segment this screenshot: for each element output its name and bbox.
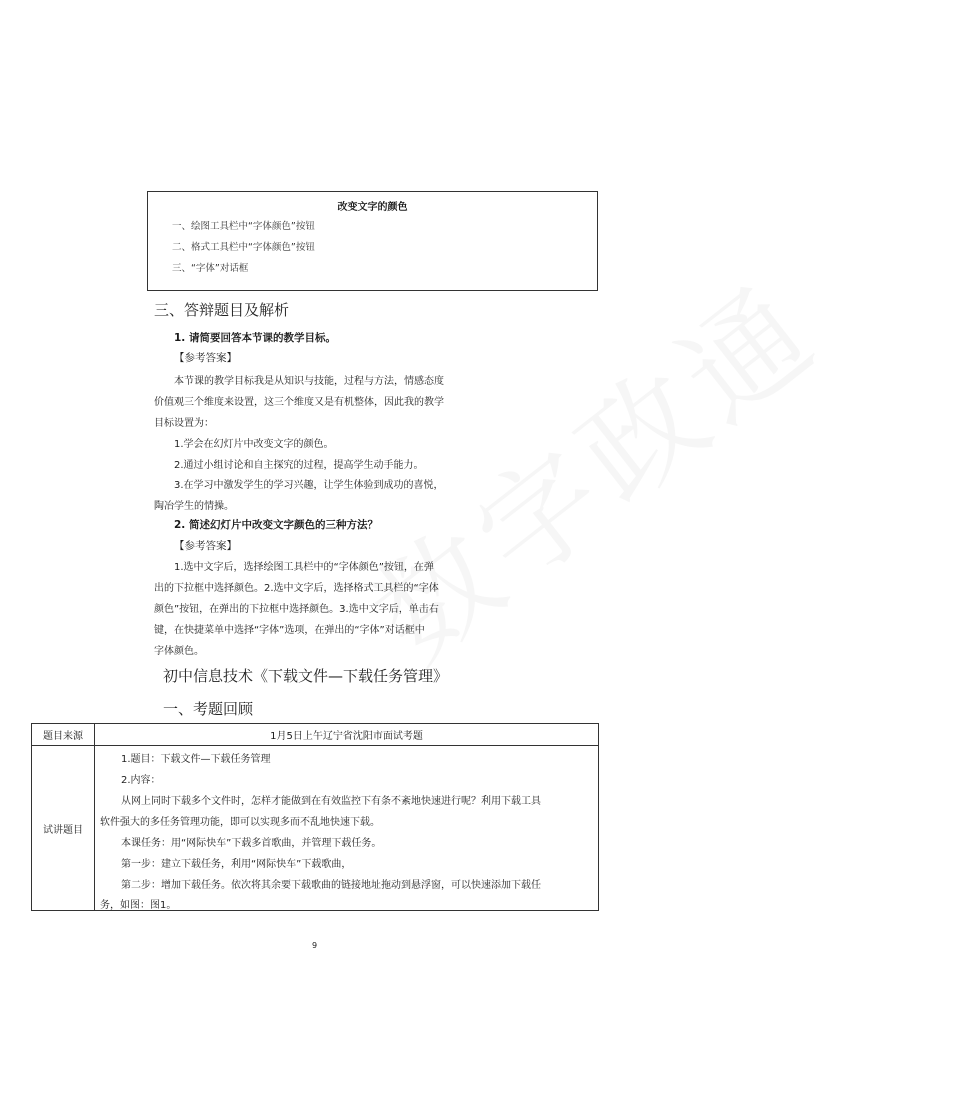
content-line-7: 第二步：增加下载任务。依次将其余要下载歌曲的链接地址拖动到悬浮窗，可以快速添加下载任 <box>121 880 541 891</box>
topic-content-cell <box>95 746 599 911</box>
box-title: 改变文字的颜色 <box>337 202 408 213</box>
question-1: 1. 请简要回答本节课的教学目标。 <box>174 332 336 344</box>
answer-1-line-1: 本节课的教学目标我是从知识与技能，过程与方法，情感态度 <box>174 376 444 387</box>
answer-1-line-6: 3.在学习中激发学生的学习兴趣，让学生体验到成功的喜悦， <box>174 480 444 491</box>
question-2: 2. 简述幻灯片中改变文字颜色的三种方法？ <box>174 519 378 531</box>
content-line-3: 从网上同时下载多个文件时，怎样才能做到在有效监控下有条不紊地快速进行呢？利用下载工具 <box>121 796 541 807</box>
table-row <box>32 724 599 746</box>
source-label-cell: 题目来源 <box>32 724 95 746</box>
topic-label-cell: 试讲题目 <box>32 746 95 911</box>
answer-2-line-1: 1.选中文字后，选择绘图工具栏中的“字体颜色”按钮，在弹 <box>174 562 434 573</box>
answer-2-line-5: 字体颜色。 <box>154 646 204 657</box>
table-row <box>32 746 599 911</box>
reference-answer-label-1: 【参考答案】 <box>174 352 237 364</box>
review-heading: 一、考题回顾 <box>163 700 254 718</box>
answer-2-line-3: 颜色”按钮，在弹出的下拉框中选择颜色。3.选中文字后，单击右 <box>154 604 439 615</box>
box-line-2: 二、格式工具栏中“字体颜色”按钮 <box>172 242 315 253</box>
page-number: 9 <box>312 941 318 950</box>
answer-1-line-4: 1.学会在幻灯片中改变文字的颜色。 <box>174 439 334 450</box>
content-line-8: 务，如图：图1。 <box>100 900 177 911</box>
answer-2-line-2: 出的下拉框中选择颜色。2.选中文字后，选择格式工具栏的“字体 <box>154 583 439 594</box>
box-line-3: 三、“字体”对话框 <box>172 263 249 274</box>
answer-1-line-7: 陶冶学生的情操。 <box>154 501 234 512</box>
box-line-1: 一、绘图工具栏中“字体颜色”按钮 <box>172 221 315 232</box>
content-line-4: 软件强大的多任务管理功能，即可以实现多而不乱地快速下载。 <box>100 817 380 828</box>
answer-1-line-3: 目标设置为： <box>154 418 214 429</box>
section-heading-answers: 三、答辩题目及解析 <box>154 301 290 319</box>
content-line-6: 第一步：建立下载任务，利用“网际快车”下载歌曲， <box>121 859 352 870</box>
reference-answer-label-2: 【参考答案】 <box>174 540 237 552</box>
content-line-2: 2.内容： <box>121 775 161 786</box>
answer-1-line-5: 2.通过小组讨论和自主探究的过程，提高学生动手能力。 <box>174 460 424 471</box>
exam-table <box>31 723 599 911</box>
answer-1-line-2: 价值观三个维度来设置，这三个维度又是有机整体，因此我的教学 <box>154 397 444 408</box>
content-line-1: 1.题目：下载文件—下载任务管理 <box>121 754 271 765</box>
summary-box <box>147 191 598 291</box>
source-value-cell: 1月5日上午辽宁省沈阳市面试考题 <box>95 724 599 746</box>
section-title: 初中信息技术《下载文件—下载任务管理》 <box>163 667 449 685</box>
answer-2-line-4: 键，在快捷菜单中选择“字体”选项，在弹出的“字体”对话框中 <box>154 625 425 636</box>
content-line-5: 本课任务：用“网际快车”下载多首歌曲，并管理下载任务。 <box>121 838 382 849</box>
